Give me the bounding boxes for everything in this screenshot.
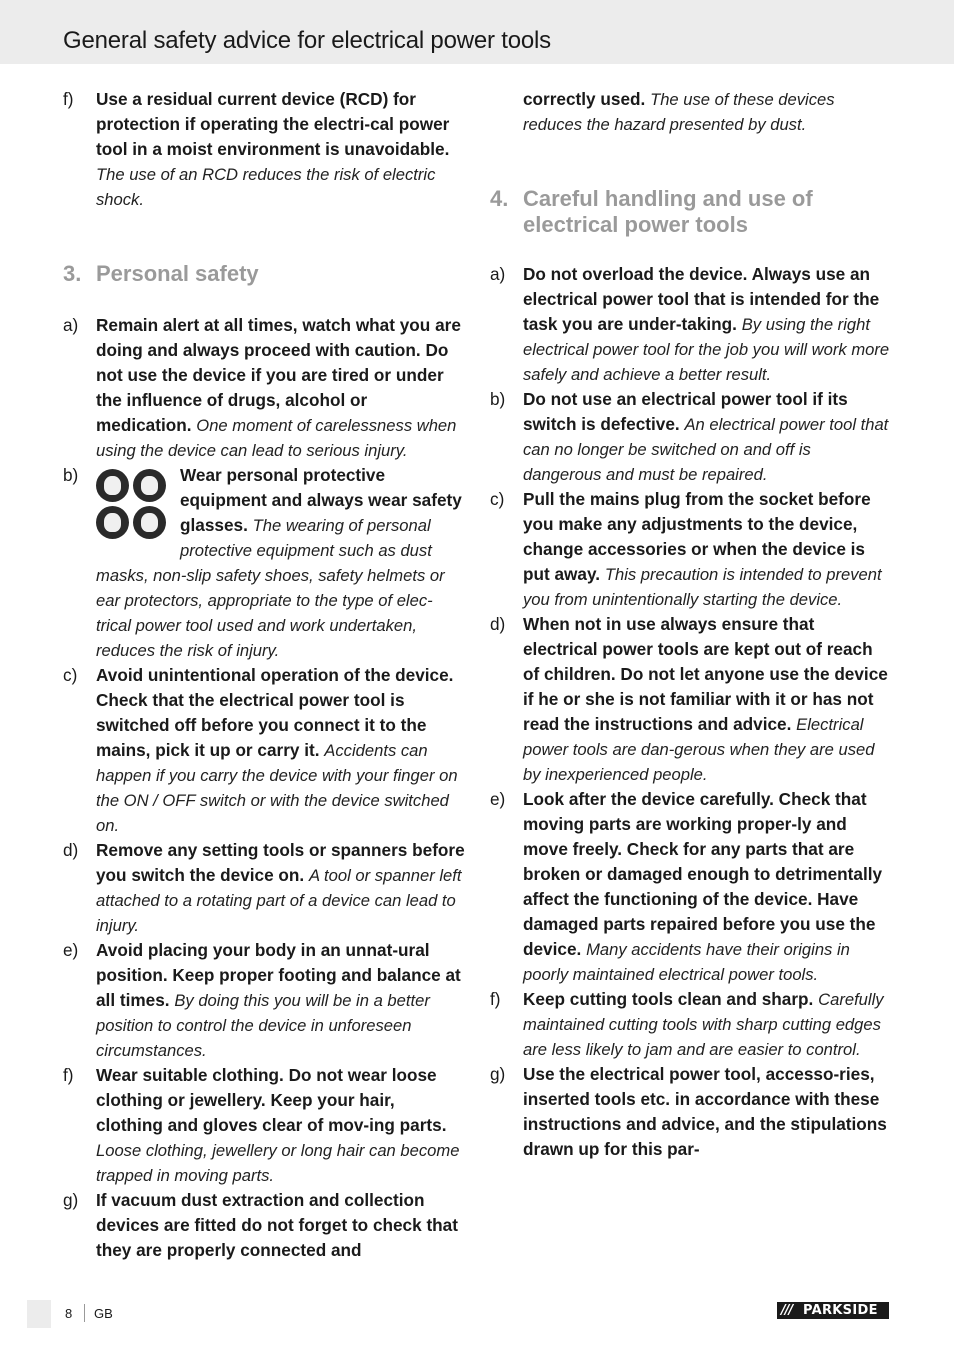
item-label: a)	[63, 315, 79, 335]
item-explanation: Accidents can happen if you carry the device with your finger on the ON / OFF switch or with the device switched on.	[96, 741, 458, 835]
item-instruction: correctly used.	[523, 89, 646, 109]
item-instruction: Avoid placing your body in an unnat-ural position. Keep proper footing and balance at all times.	[96, 940, 461, 1010]
page-title: General safety advice for electrical power tools	[63, 27, 551, 54]
left-column	[63, 87, 465, 1263]
item-explanation: The use of an RCD reduces the risk of electric shock.	[96, 165, 436, 209]
item-label: f)	[63, 1065, 74, 1085]
item-instruction: Avoid unintentional operation of the device. Check that the electrical power tool is switched off before you connect it to the mains, pick it up or carry it.	[96, 665, 454, 760]
item-label: c)	[490, 489, 505, 509]
list-item	[490, 987, 892, 1062]
item-instruction: Use the electrical power tool, accesso-ries, inserted tools etc. in accordance with these instructions and advice, and the stipulations drawn up for this par-	[523, 1064, 887, 1159]
footer-tab	[27, 1300, 51, 1328]
list-item	[63, 938, 465, 1063]
list-item	[63, 313, 465, 463]
ear-protection-icon	[96, 506, 129, 539]
list-item	[490, 262, 892, 387]
language-code: GB	[94, 1306, 113, 1321]
footer-divider	[84, 1304, 85, 1322]
ppe-icon-group	[96, 469, 166, 539]
section-title: Personal safety	[96, 261, 259, 286]
item-label: d)	[63, 840, 79, 860]
brand-logo	[777, 1302, 889, 1319]
item-label: e)	[63, 940, 79, 960]
item-instruction: Remain alert at all times, watch what you are doing and always proceed with caution. Do not use the device if you are tired or under the influence of drugs, alcohol or medication.	[96, 315, 461, 435]
safety-helmet-icon	[133, 469, 166, 502]
gloves-icon	[133, 506, 166, 539]
item-explanation: Carefully maintained cutting tools with sharp cutting edges are less likely to jam and are easier to control.	[523, 990, 884, 1059]
list-item	[63, 663, 465, 838]
item-instruction: Wear suitable clothing. Do not wear loose clothing or jewellery. Keep your hair, clothing and gloves clear of mov-ing parts.	[96, 1065, 447, 1135]
section-heading	[490, 186, 892, 238]
item-explanation: Electrical power tools are dan-gerous when they are used by inexperienced people.	[523, 715, 875, 784]
page-header	[0, 0, 954, 64]
item-explanation: Loose clothing, jewellery or long hair can become trapped in moving parts.	[96, 1141, 460, 1185]
list-item	[490, 787, 892, 987]
item-label: f)	[63, 89, 74, 109]
right-column	[490, 87, 892, 1162]
item-instruction: Do not overload the device. Always use an electrical power tool that is intended for the task you are under-taking.	[523, 264, 880, 334]
item-label: g)	[490, 1064, 506, 1084]
section-number: 4.	[490, 186, 509, 211]
item-explanation: Many accidents have their origins in poorly maintained electrical power tools.	[523, 940, 850, 984]
item-instruction: Use a residual current device (RCD) for protection if operating the electri-cal power tool in a moist environment is unavoidable.	[96, 89, 450, 159]
list-item	[63, 1063, 465, 1188]
item-explanation: This precaution is intended to prevent you from unintentionally starting the device.	[523, 565, 882, 609]
item-instruction: Look after the device carefully. Check that moving parts are working proper-ly and move freely. Check for any parts that are broken or damaged enough to detrimentally affect the functioning of the device. Have damaged parts repaired before you use the device.	[523, 789, 883, 959]
list-item	[63, 1188, 465, 1263]
item-instruction: If vacuum dust extraction and collection devices are fitted do not forget to check that they are properly connected and	[96, 1190, 458, 1260]
item-label: b)	[490, 389, 506, 409]
item-label: c)	[63, 665, 78, 685]
item-explanation: One moment of carelessness when using the device can lead to serious injury.	[96, 416, 457, 460]
list-item	[63, 87, 465, 212]
list-item	[490, 1062, 892, 1162]
respirator-icon	[96, 469, 129, 502]
brand-mark: ///	[781, 1303, 793, 1318]
item-instruction: Remove any setting tools or spanners before you switch the device on.	[96, 840, 465, 885]
list-item-continued	[490, 87, 892, 137]
item-instruction: Do not use an electrical power tool if its switch is defective.	[523, 389, 848, 434]
item-instruction: Pull the mains plug from the socket before you make any adjustments to the device, change accessories or when the device is put away.	[523, 489, 871, 584]
item-explanation: By doing this you will be in a better position to control the device in unforeseen circumstances.	[96, 991, 430, 1060]
brand-name: PARKSIDE	[803, 1303, 878, 1318]
item-explanation: An electrical power tool that can no longer be switched on and off is dangerous and must be repaired.	[523, 415, 889, 484]
item-label: f)	[490, 989, 501, 1009]
item-explanation: The wearing of personal protective equipment such as dust masks, non-slip safety shoes, safety helmets or ear protectors, appropriate to the type of elec-trical power tool used and work undertaken, reduces the risk of injury.	[96, 516, 445, 660]
page-number: 8	[65, 1306, 73, 1321]
list-item	[63, 838, 465, 938]
item-label: g)	[63, 1190, 79, 1210]
list-item	[490, 612, 892, 787]
list-item	[490, 387, 892, 487]
item-explanation: By using the right electrical power tool for the job you will work more safely and achieve a better result.	[523, 315, 890, 384]
item-label: b)	[63, 465, 79, 485]
section-title: Careful handling and use of electrical power tools	[523, 186, 813, 237]
section-number: 3.	[63, 261, 82, 286]
list-item	[63, 463, 465, 663]
item-instruction: Keep cutting tools clean and sharp.	[523, 989, 814, 1009]
list-item	[490, 487, 892, 612]
item-label: e)	[490, 789, 506, 809]
item-explanation: The use of these devices reduces the hazard presented by dust.	[523, 90, 835, 134]
item-label: d)	[490, 614, 506, 634]
item-instruction: When not in use always ensure that electrical power tools are kept out of reach of children. Do not let anyone use the device if he or she is not familiar with it or has not read the instructions and advice.	[523, 614, 888, 734]
section-heading	[63, 261, 465, 287]
item-instruction: Wear personal protective equipment and always wear safety glasses.	[180, 465, 462, 535]
item-explanation: A tool or spanner left attached to a rotating part of a device can lead to injury.	[96, 866, 462, 935]
item-label: a)	[490, 264, 506, 284]
